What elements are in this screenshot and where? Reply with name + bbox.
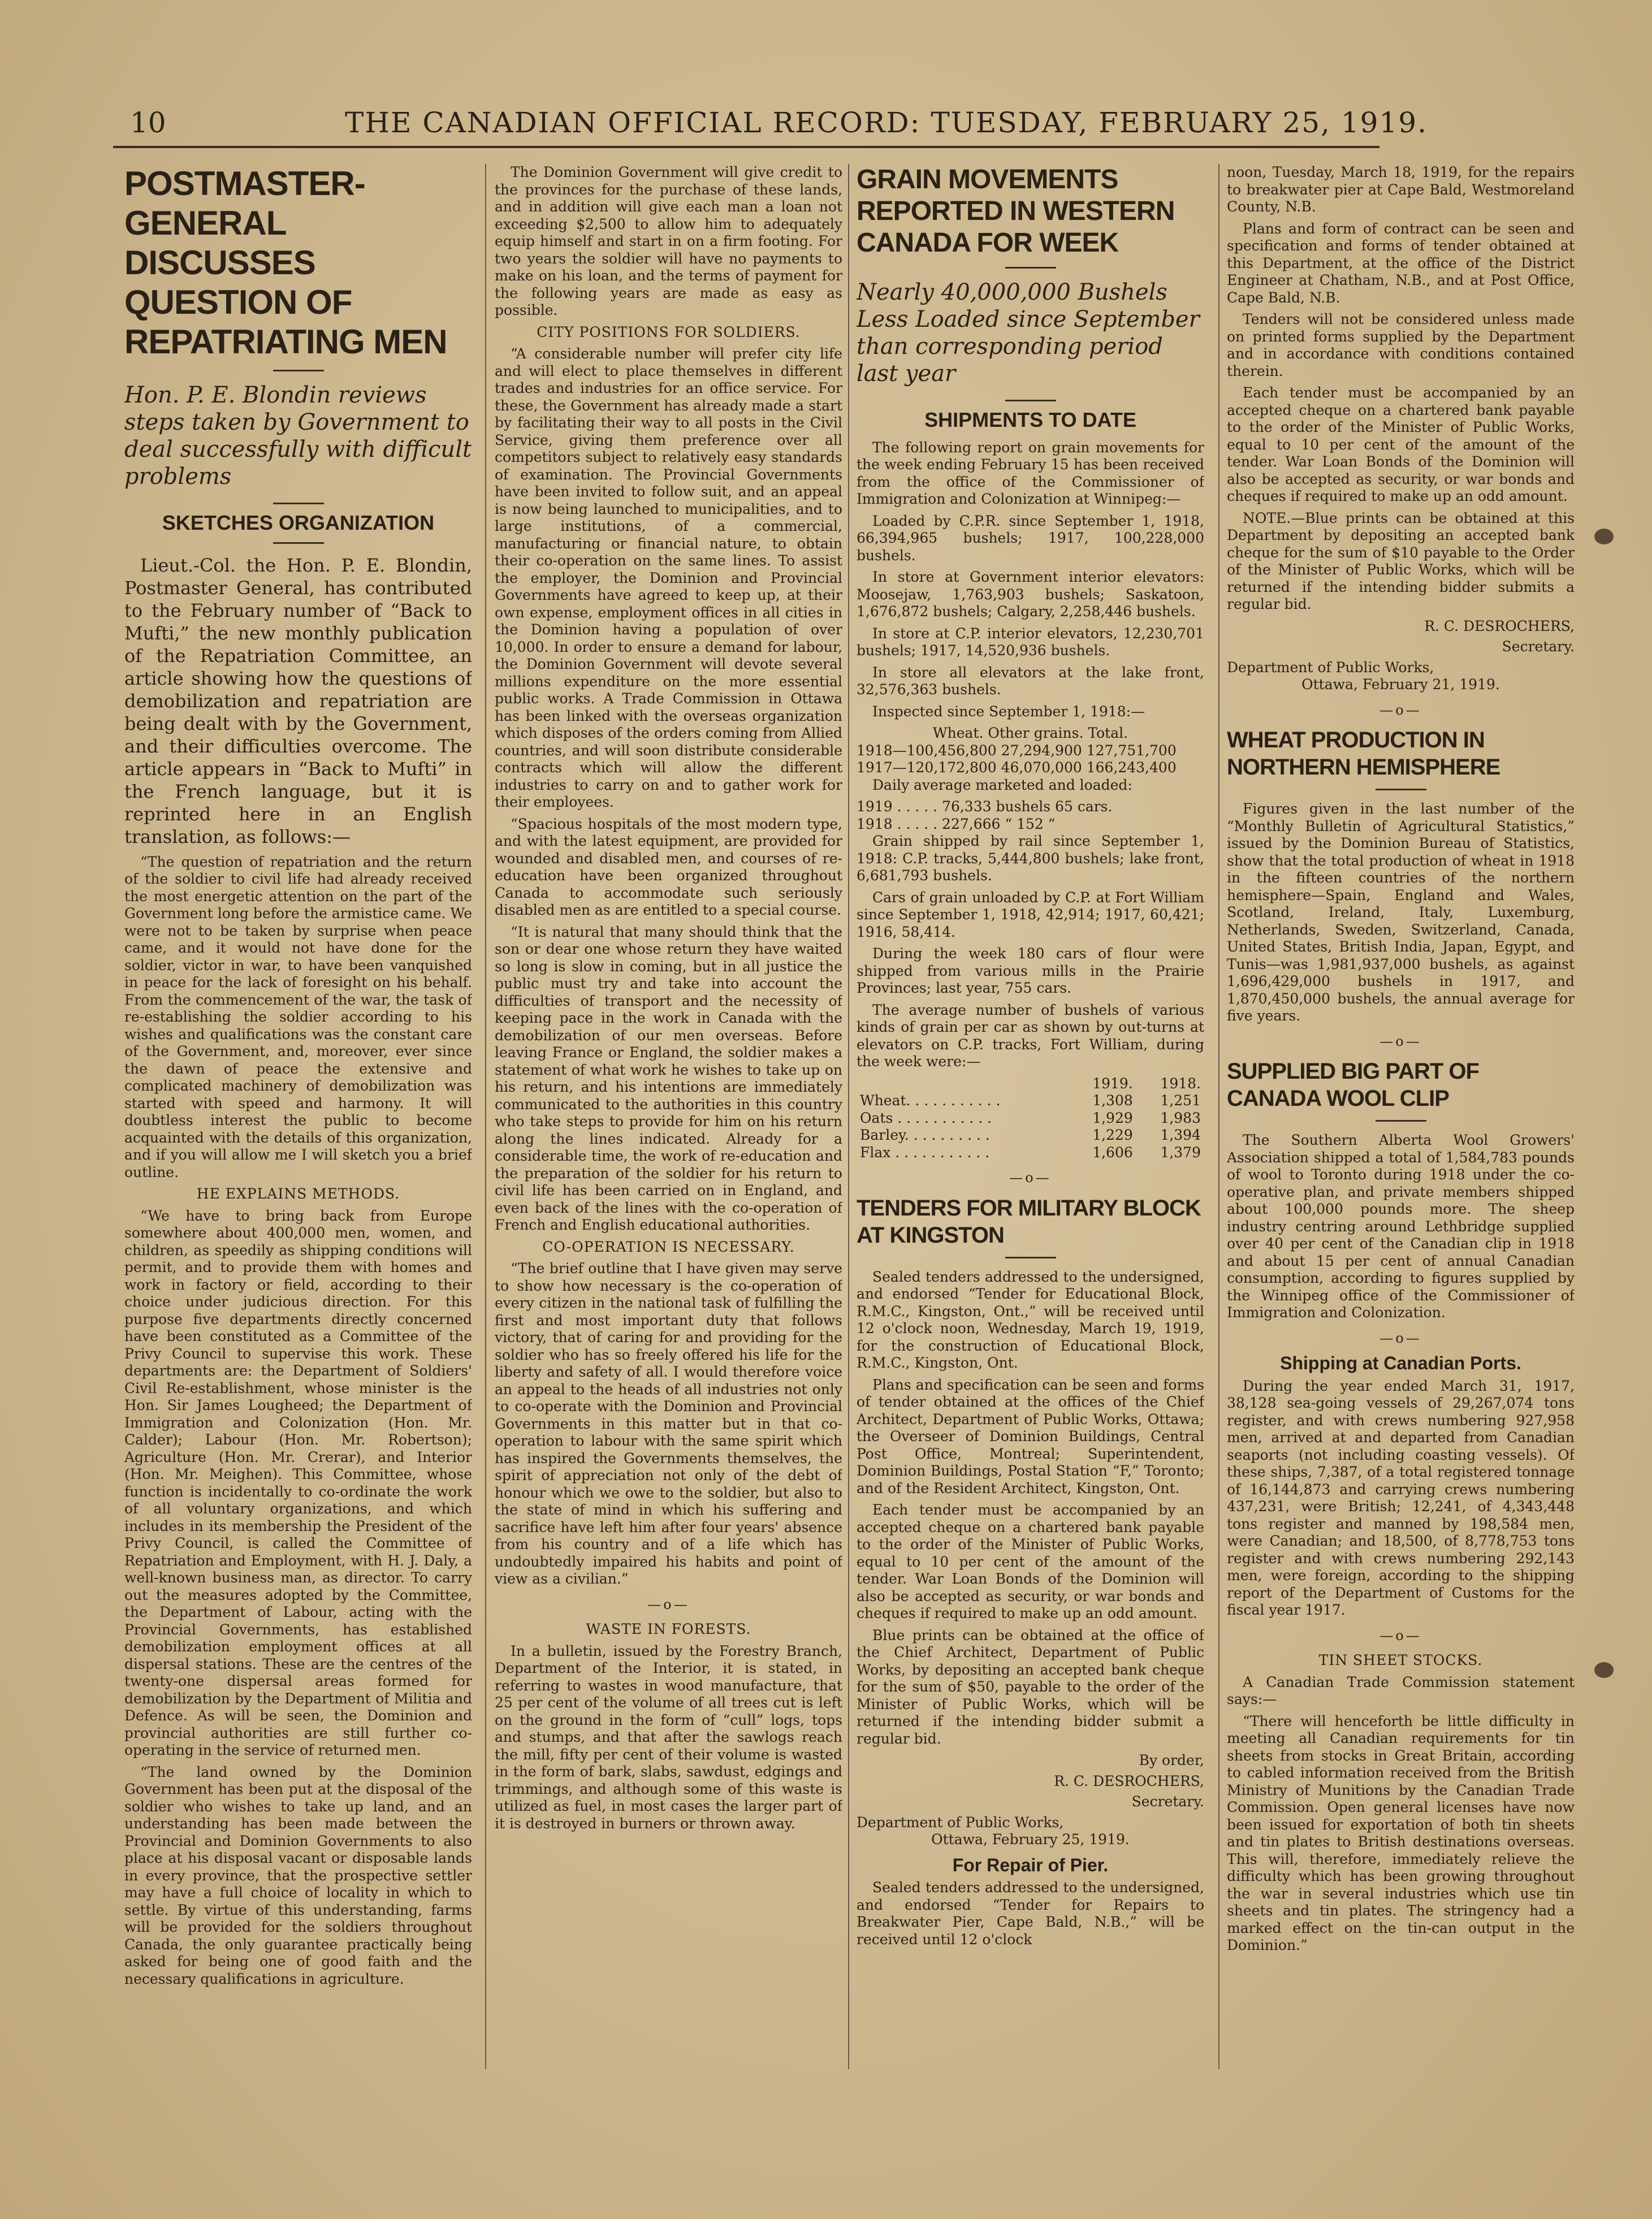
signature-date: Ottawa, February 21, 1919.: [1301, 676, 1500, 693]
table-header-cell: 1918.: [1160, 1075, 1201, 1092]
signature-date: Ottawa, February 25, 1919.: [931, 1831, 1130, 1848]
article-headline: SUPPLIED BIG PART OF CANADA WOOL CLIP: [1227, 1059, 1479, 1111]
table-cell: 1,929: [1092, 1109, 1133, 1126]
divider: [1376, 789, 1426, 790]
table-row: [857, 1092, 1204, 1110]
divider: [1005, 1257, 1056, 1258]
paragraph: The average number of bushels of various kinds of grain per car as shown by out-turns at elevators on C.P. tracks, Fort William, during the week were:—: [857, 1001, 1204, 1070]
divider: [1376, 1120, 1426, 1122]
punch-hole: [1594, 529, 1614, 544]
paragraph: In store all elevators at the lake front, 32,576,363 bushels.: [857, 664, 1204, 698]
article-headline: Shipping at Canadian Ports.: [1280, 1353, 1521, 1373]
table-cell: 1,379: [1160, 1144, 1201, 1161]
article-subhead: SHIPMENTS TO DATE: [924, 408, 1136, 431]
divider: [273, 542, 324, 544]
article-headline: GRAIN MOVEMENTS REPORTED IN WESTERN CANADA FOR WEEK: [857, 165, 1175, 258]
paragraph: “The brief outline that I have given may serve to show how necessary is the co-operation of every citizen in the national task of fulfilling the first and most important duty that follows victory, that of caring for and providing for the soldier who has so freely offered his life for the liberty and safety of all. I would therefore voice an appeal to the heads of all industries not only to co-operate with the Dominion and Provincial Governments in this matter but in that co-operation to labour with the same spirit which has inspired the Governments themselves, the spirit of appreciation not only of the debt of honour which we owe to the soldier, but also to the state of mind in which his suffering and sacrifice have left him after four years' absence from his country and of a life which has undoubtedly impaired his habits and point of view as a civilian.”: [495, 1260, 842, 1587]
table-cell: 1,229: [1092, 1127, 1133, 1143]
paragraph: “There will henceforth be little difficulty in meeting all Canadian requirements for tin sheets from stocks in Great Britain, according to cabled information received from the British Ministry of Munitions by the Canadian Trade Commission. Open general licenses have now been issued for exportation of both tin sheets and tin plates to British destinations overseas. This will, therefore, immediately relieve the difficulty which has been growing throughout the war in several industries which use tin sheets and tin plates. The stringency had a marked effect on the tin-can output in the Dominion.”: [1227, 1712, 1575, 1953]
paragraph: Tenders will not be considered unless made on printed forms supplied by the Department and in accordance with conditions contained therein.: [1227, 311, 1575, 379]
paragraph: “It is natural that many should think that the son or dear one whose return they have waited so long is slow in coming, but in all justice the public must try and take into account the difficulties of transport and the necessity of keeping pace in the work in Canada with the demobilization of our men overseas. Before leaving France or England, the soldier makes a statement of what work he wishes to take up on his return, and his intentions are immediately communicated to the authorities in this country who take steps to provide for him on his return along the lines indicated. Already for a considerable time, the work of re-education and the preparation of the soldier for his return to civil life has been carried on in England, and even back of the lines with the co-operation of French and English educational authorities.: [495, 923, 842, 1233]
ornament-divider: —o—: [1379, 702, 1422, 718]
table-cell: Oats . . . . . . . . . . .: [860, 1109, 992, 1126]
article-headline: TENDERS FOR MILITARY BLOCK AT KINGSTON: [857, 1195, 1201, 1248]
column-3: [857, 164, 1204, 2069]
table-cell: 1,983: [1160, 1109, 1201, 1126]
table-row: [857, 1127, 1204, 1144]
ornament-divider: —o—: [1379, 1627, 1422, 1643]
paragraph: During the year ended March 31, 1917, 38,128 sea-going vessels of 29,267,074 tons register, and with crews numbering 927,958 men, arrived at and departed from Canadian seaports (not including coasting vessels). Of these ships, 7,387, of a total registered tonnage of 16,144,873 and carrying crews numbering 437,231, were British; 12,241, of 4,343,448 tons register and manned by 198,584 men, were Canadian; and 18,500, of 8,778,753 tons register and with crews numbering 292,143 men, were foreign, according to the shipping report of the Department of Customs for the fiscal year 1917.: [1227, 1377, 1575, 1618]
divider: [1005, 267, 1056, 269]
table-cell: Wheat. . . . . . . . . . .: [860, 1092, 1001, 1109]
average-row: 1919 . . . . . 76,333 bushels 65 cars.: [857, 798, 1113, 815]
inspection-row: 1917—120,172,800 46,070,000 166,243,400: [857, 759, 1177, 776]
paragraph: Blue prints can be obtained at the office of the Chief Architect, Department of Public Works, by depositing an accepted bank cheque for the sum of $50, payable to the order of the Minister of Public Works, which will be returned if the intending bidder submit a regular bid.: [857, 1627, 1204, 1747]
article-subhead: SKETCHES ORGANIZATION: [162, 511, 435, 534]
paragraph: “Spacious hospitals of the most modern type, and with the latest equipment, are provided for wounded and disabled men, and courses of re-education have been organized throughout Canada to accommodate such seriously disabled men as are entitled to a special course.: [495, 815, 842, 918]
paragraph: The Dominion Government will give credit to the provinces for the purchase of these lands, and in addition will give each man a loan not exceeding $2,500 to allow him to adequately equip himself and start in on a firm footing. For two years the soldier will have no payments to make on his loan, and the terms of payment for the following years are made as easy as possible.: [495, 164, 842, 318]
column-2: [495, 164, 842, 2069]
signature-name: R. C. DESROCHERS,: [1424, 617, 1575, 634]
signature-department: Department of Public Works,: [1227, 659, 1434, 676]
paragraph: Sealed tenders addressed to the undersigned, and endorsed “Tender for Repairs to Breakwater Pier, Cape Bald, N.B.,” will be received until 12 o'clock: [857, 1879, 1204, 1948]
paragraph: Cars of grain unloaded by C.P. at Fort William since September 1, 1918, 42,914; 1917, 60,421; 1916, 58,414.: [857, 889, 1204, 940]
column-rule: [1218, 164, 1219, 2069]
table-cell: 1,394: [1160, 1127, 1201, 1143]
paragraph: Loaded by C.P.R. since September 1, 1918, 66,394,965 bushels; 1917, 100,228,000 bushels.: [857, 512, 1204, 564]
signature-name: R. C. DESROCHERS,: [1054, 1772, 1204, 1789]
table-cell: 1,308: [1092, 1092, 1133, 1109]
article-headline: POSTMASTER-GENERAL DISCUSSES QUESTION OF REPATRIATING MEN: [124, 165, 447, 361]
article-headline: WHEAT PRODUCTION IN NORTHERN HEMISPHERE: [1227, 728, 1500, 780]
table-row: [857, 1110, 1204, 1127]
inspection-header: Wheat. Other grains. Total.: [932, 725, 1128, 741]
section-heading: HE EXPLAINS METHODS.: [196, 1186, 400, 1202]
article-headline: For Repair of Pier.: [952, 1854, 1109, 1875]
table-cell: Flax . . . . . . . . . . .: [860, 1144, 990, 1161]
table-row: [857, 1144, 1204, 1162]
paragraph: “The question of repatriation and the return of the soldier to civil life had already received the most energetic attention on the part of the Government long before the armistice came. We were not to be taken by surprise when peace came, and it would not have done for the soldier, victor in war, to have been vanquished in peace for the lack of foresight on his behalf. From the commencement of the war, the task of re-establishing the soldier according to his wishes and qualifications was the constant care of the Government, and, moreover, ever since the dawn of peace the extensive and complicated machinery of demobilization was started with speed and harmony. It will doubtless interest the public to become acquainted with the details of this organization, and if you will allow me I will sketch you a brief outline.: [124, 853, 472, 1180]
column-rule: [848, 164, 849, 2069]
paragraph: The following report on grain movements for the week ending February 15 has been received from the office of the Commissioner of Immigration and Colonization at Winnipeg:—: [857, 439, 1204, 507]
paragraph: Daily average marketed and loaded:: [872, 776, 1132, 793]
paragraph: “A considerable number will prefer city life and will elect to place themselves in different trades and industries for an office service. For these, the Government has already made a start by facilitating their way to all posts in the Civil Service, giving them preference over all competitors subject to relatively easy standards of examination. The Provincial Governments have been invited to follow suit, and an appeal is now being launched to municipalities, and to large institutions, of a commercial, manufacturing or financial nature, to obtain their co-operation on the same lines. To assist the employer, the Dominion and Provincial Governments have agreed to keep up, at their own expense, employment offices in all cities in the Dominion having a population of over 10,000. In order to ensure a demand for labour, the Dominion Government will devote several millions expenditure on the more essential public works. A Trade Commission in Ottawa has been linked with the overseas organization which disposes of the orders coming from Allied countries, and will soon distribute considerable contracts which will allow the different industries to carry on and to gather work for their employees.: [495, 345, 842, 810]
paragraph: NOTE.—Blue prints can be obtained at this Department by depositing an accepted bank cheque for the sum of $10 payable to the Order of the Minister of Public Works, which will be returned if the intending bidder submits a regular bid.: [1227, 509, 1575, 612]
signature-line: By order,: [1139, 1752, 1204, 1768]
table-cell: 1,606: [1092, 1144, 1133, 1161]
paragraph: Inspected since September 1, 1918:—: [872, 703, 1145, 720]
table-header-cell: [857, 1075, 1069, 1093]
ornament-divider: —o—: [1379, 1330, 1422, 1346]
article-deck: Hon. P. E. Blondin reviews steps taken by Government to deal successfully with difficult problems: [124, 382, 472, 490]
paragraph: During the week 180 cars of flour were shipped from various mills in the Prairie Provinces; last year, 755 cars.: [857, 945, 1204, 996]
column-rule: [485, 164, 486, 2069]
signature-department: Department of Public Works,: [857, 1814, 1064, 1831]
inspection-row: 1918—100,456,800 27,294,900 127,751,700: [857, 742, 1177, 759]
punch-hole: [1594, 1662, 1614, 1678]
paragraph: In a bulletin, issued by the Forestry Branch, Department of the Interior, it is stated, in referring to wastes in wood manufacture, that 25 per cent of the volume of all trees cut is left on the ground in the form of “cull” logs, tops and stumps, and that after the sawlogs reach the mill, fifty per cent of their volume is wasted in the form of bark, slabs, sawdust, edgings and trimmings, and although some of this waste is utilized as fuel, in most cases the larger part of it is destroyed in burners or thrown away.: [495, 1642, 842, 1832]
divider: [273, 370, 324, 371]
ornament-divider: —o—: [1379, 1033, 1422, 1049]
average-row: 1918 . . . . . 227,666 “ 152 “: [857, 815, 1056, 832]
paragraph: Lieut.-Col. the Hon. P. E. Blondin, Postmaster General, has contributed to the February number of “Back to Mufti,” the new monthly publication of the Repatriation Committee, an article showing how the questions of demobilization and repatriation are being dealt with by the Government, and their difficulties overcome. The article appears in “Back to Mufti” in the French language, but it is reprinted here in an English translation, as follows:—: [124, 554, 472, 847]
section-heading: WASTE IN FORESTS.: [586, 1621, 751, 1637]
paragraph: Each tender must be accompanied by an accepted cheque on a chartered bank payable to the order of the Minister of Public Works, equal to 10 per cent of the amount of the tender. War Loan Bonds of the Dominion will also be accepted as security, or war bonds and cheques if required to make up an odd amount.: [857, 1502, 1204, 1621]
column-1: [124, 164, 472, 2069]
paragraph: “We have to bring back from Europe somewhere about 400,000 men, women, and children, as speedily as shipping conditions will permit, and to provide them with homes and work in factory or field, according to their choice under judicious direction. For this purpose five departments directly concerned have been constituted as a Committee of the Privy Council to supervise this work. These departments are: the Department of Soldiers' Civil Re-establishment, whose minister is the Hon. Sir James Lougheed; the Department of Immigration and Colonization (Hon. Mr. Calder); Labour (Hon. Mr. Robertson); Agriculture (Hon. Mr. Crerar), and Interior (Hon. Mr. Meighen). This Committee, whose function is incidentally to co-ordinate the work of all voluntary organizations, and which includes in its membership the President of the Privy Council, is called the Committee of Repatriation and Employment, with H. J. Daly, a well-known business man, as director. To carry out the measures adopted by the Committee, the Department of Labour, acting with the Provincial Governments, has established demobilization employment offices at all dispersal stations. These are the centres of the twenty-one dispersal areas formed for demobilization by the Department of Militia and Defence. As will be seen, the Dominion and provincial authorities are still further co-operating in the service of returned men.: [124, 1207, 472, 1758]
table-cell: Barley. . . . . . . . . .: [860, 1127, 990, 1143]
paragraph: In store at Government interior elevators: Moosejaw, 1,763,903 bushels; Saskatoon, 1,676,872 bushels; Calgary, 2,258,446 bushels.: [857, 569, 1204, 620]
ornament-divider: —o—: [647, 1596, 690, 1612]
paragraph: The Southern Alberta Wool Growers' Association shipped a total of 1,584,783 pounds of wool to Toronto during 1918 under the co-operative plan, and private members shipped about 100,000 pounds more. The sheep industry centring around Lethbridge supplied over 40 per cent of the Canadian clip in 1918 and about 15 per cent of annual Canadian consumption, according to figures supplied by the Winnipeg office of the Commissioner of Immigration and Colonization.: [1227, 1132, 1575, 1321]
signature-title: Secretary.: [1502, 638, 1575, 655]
section-heading: TIN SHEET STOCKS.: [1318, 1652, 1483, 1668]
paragraph: In store at C.P. interior elevators, 12,230,701 bushels; 1917, 14,520,936 bushels.: [857, 625, 1204, 659]
masthead-title: THE CANADIAN OFFICIAL RECORD: TUESDAY, FEBRUARY 25, 1919.: [345, 106, 1428, 139]
section-heading: CITY POSITIONS FOR SOLDIERS.: [537, 323, 801, 340]
column-4: [1227, 164, 1575, 2069]
table-header-cell: 1919.: [1092, 1075, 1133, 1092]
paragraph: Grain shipped by rail since September 1, 1918: C.P. tracks, 5,444,800 bushels; lake front, 6,681,793 bushels.: [857, 833, 1204, 884]
page-number: 10: [130, 106, 166, 139]
paragraph: “The land owned by the Dominion Government has been put at the disposal of the soldier who wishes to take up land, and an understanding has been made between the Provincial and Dominion Governments to also place at his disposal vacant or disposable lands in every province, that the prospective settler may have a full choice of locality in which to settle. By virtue of this understanding, farms will be provided for the soldiers throughout Canada, the only guarantee practically being asked for being one of good faith and the necessary qualifications in agriculture.: [124, 1763, 472, 1987]
paragraph: A Canadian Trade Commission statement says:—: [1227, 1673, 1575, 1707]
grain-table: [857, 1075, 1204, 1162]
page-header: [113, 101, 1428, 148]
paragraph: Each tender must be accompanied by an accepted cheque on a chartered bank payable to the order of the Minister of Public Works, equal to 10 per cent of the amount of the tender. War Loan Bonds of the Dominion will also be accepted as security, or war bonds and cheques if required to make up an odd amount.: [1227, 384, 1575, 504]
ornament-divider: —o—: [1009, 1170, 1052, 1186]
divider: [1005, 400, 1056, 401]
article-deck: Nearly 40,000,000 Bushels Less Loaded since September than corresponding period last year: [857, 279, 1200, 387]
paragraph: Plans and specification can be seen and forms of tender obtained at the offices of the Chief Architect, Department of Public Works, Ottawa; the Overseer of Dominion Buildings, Central Post Office, Montreal; Superintendent, Dominion Buildings, Postal Station “F,” Toronto; and of the Resident Architect, Kingston, Ont.: [857, 1376, 1204, 1496]
table-cell: 1,251: [1160, 1092, 1201, 1109]
divider: [273, 503, 324, 504]
signature-title: Secretary.: [1131, 1793, 1204, 1810]
paragraph: Plans and form of contract can be seen and specification and forms of tender obtained at this Department, at the office of the District Engineer at Chatham, N.B., and at Post Office, Cape Bald, N.B.: [1227, 220, 1575, 306]
paragraph: Figures given in the last number of the “Monthly Bulletin of Agricultural Statistics,” issued by the Dominion Bureau of Statistics, show that the total production of wheat in 1918 in the fifteen countries of the northern hemisphere—Spain, England and Wales, Scotland, Ireland, Italy, Luxemburg, Netherlands, Sweden, Switzerland, Canada, United States, British India, Japan, Egypt, and Tunis—was 1,981,937,000 bushels, as against 1,696,429,000 bushels in 1917, and 1,870,450,000 bushels, the annual average for five years.: [1227, 801, 1575, 1024]
paragraph: noon, Tuesday, March 18, 1919, for the repairs to breakwater pier at Cape Bald, Westmoreland County, N.B.: [1227, 164, 1575, 215]
section-heading: CO-OPERATION IS NECESSARY.: [542, 1238, 795, 1255]
paragraph: Sealed tenders addressed to the undersigned, and endorsed “Tender for Educational Block, R.M.C., Kingston, Ont.,” will be received until 12 o'clock noon, Wednesday, March 19, 1919, for the construction of Educational Block, R.M.C., Kingston, Ont.: [857, 1268, 1204, 1371]
table-header-row: [857, 1075, 1204, 1093]
